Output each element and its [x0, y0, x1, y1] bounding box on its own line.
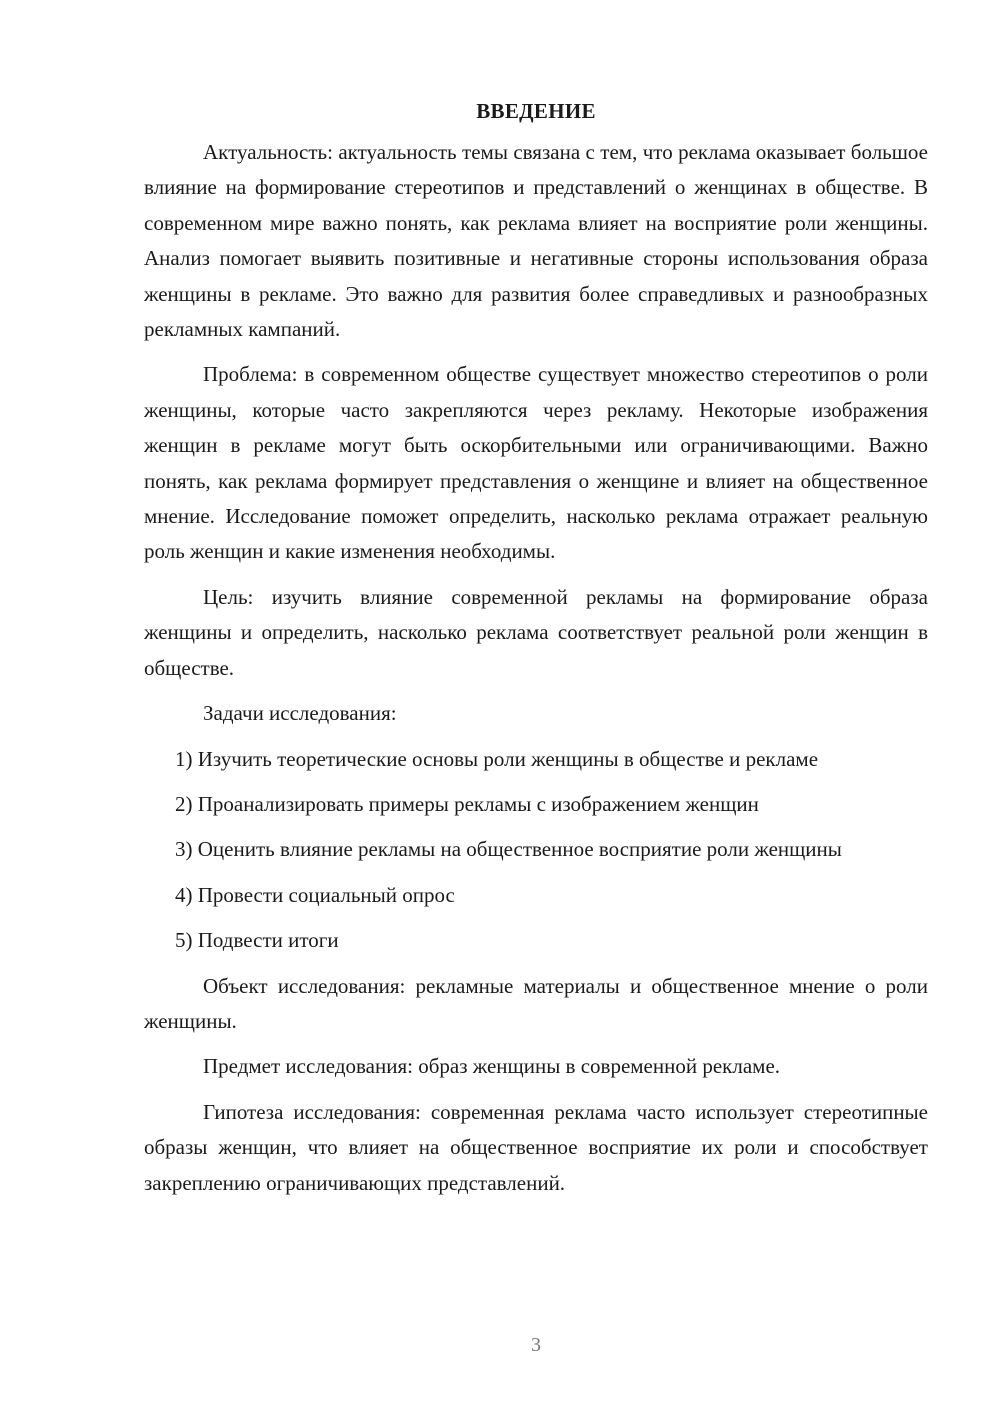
document-page: [144, 94, 928, 1211]
page-number: 3: [531, 1334, 541, 1356]
tasks-list: [144, 742, 928, 959]
object-paragraph: Объект исследования: рекламные материалы и общественное мнение о роли женщины.: [144, 973, 928, 1033]
list-item: 1) Изучить теоретические основы роли женщины в обществе и рекламе: [175, 746, 819, 771]
list-item: 3) Оценить влияние рекламы на общественное восприятие роли женщины: [175, 837, 842, 862]
page-title: ВВЕДЕНИЕ: [476, 99, 596, 123]
problem-paragraph: Проблема: в современном обществе существует множество стереотипов о роли женщины, которые часто закрепляются через рекламу. Некоторые изображения женщин в рекламе могут быть оскорбительными или ограничивающими. Важно понять, как реклама формирует представления о женщине и влияет на общественное мнение. Исследование поможет определить, насколько реклама отражает реальную роль женщин и какие изменения необходимы.: [144, 362, 928, 564]
subject-paragraph: Предмет исследования: образ женщины в современной рекламе.: [203, 1054, 781, 1079]
list-item: 4) Провести социальный опрос: [175, 882, 455, 907]
list-item: 2) Проанализировать примеры рекламы с изображением женщин: [175, 791, 759, 816]
goal-paragraph: Цель: изучить влияние современной рекламы на формирование образа женщины и определить, насколько реклама соответствует реальной роли женщин в обществе.: [144, 584, 928, 680]
relevance-paragraph: Актуальность: актуальность темы связана с тем, что реклама оказывает большое влияние на формирование стереотипов и представлений о женщинах в обществе. В современном мире важно понять, как реклама влияет на восприятие роли женщины. Анализ помогает выявить позитивные и негативные стороны использования образа женщины в рекламе. Это важно для развития более справедливых и разнообразных рекламных кампаний.: [144, 140, 928, 342]
hypothesis-paragraph: Гипотеза исследования: современная реклама часто использует стереотипные образы женщин, что влияет на общественное восприятие их роли и способствует закреплению ограничивающих представлений.: [144, 1099, 928, 1195]
tasks-heading: Задачи исследования:: [203, 701, 397, 726]
list-item: 5) Подвести итоги: [175, 928, 339, 953]
